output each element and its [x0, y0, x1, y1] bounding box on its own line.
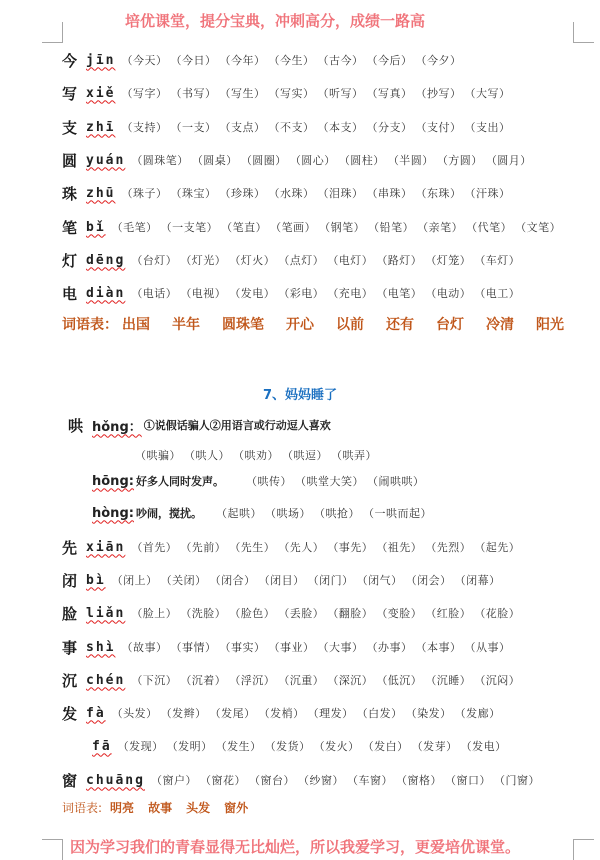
- entry-pinyin: chén: [86, 672, 126, 688]
- entry-character: 今: [62, 51, 78, 70]
- entry-character: 窗: [62, 771, 78, 790]
- word-item: （门窗）: [493, 774, 540, 787]
- entry-words: [112, 705, 504, 721]
- entry-words: [246, 473, 428, 489]
- word-item: （泪珠）: [317, 187, 364, 200]
- entry-pinyin: bì: [86, 572, 106, 588]
- word-item: （水珠）: [268, 187, 315, 200]
- vocab-word: 出国: [122, 317, 150, 333]
- word-item: （抄写）: [415, 87, 462, 100]
- entry-character: 事: [62, 638, 78, 657]
- word-item: （低沉）: [376, 674, 423, 687]
- entry-row: [62, 769, 543, 791]
- word-item: （闭合）: [209, 574, 256, 587]
- entry-pinyin: zhū: [86, 185, 116, 201]
- word-item: （沉着）: [180, 674, 227, 687]
- word-item: （台灯）: [131, 254, 178, 267]
- entry-row: [62, 49, 464, 71]
- entry-row: [62, 282, 523, 304]
- entry-words: [121, 119, 513, 135]
- word-item: （亲笔）: [417, 221, 464, 234]
- word-item: （毛笔）: [111, 221, 158, 234]
- word-item: （圆柱）: [338, 154, 385, 167]
- entry-row: [62, 636, 513, 658]
- entry-pinyin: fà: [86, 705, 106, 721]
- entry-pinyin: dēng: [86, 252, 126, 268]
- entry-words: [131, 285, 523, 301]
- word-item: （灯火）: [229, 254, 276, 267]
- word-item: （窗户）: [150, 774, 197, 787]
- entry-pinyin: shì: [86, 639, 116, 655]
- word-item: （洗脸）: [180, 607, 227, 620]
- word-item: （本事）: [415, 641, 462, 654]
- word-item: （发现）: [117, 740, 164, 753]
- entry-pinyin: diàn: [86, 285, 126, 301]
- word-item: （哄传）: [245, 475, 292, 488]
- word-item: （先前）: [180, 541, 227, 554]
- word-item: （支点）: [219, 121, 266, 134]
- word-item: （首先）: [131, 541, 178, 554]
- word-item: （理发）: [307, 707, 354, 720]
- word-item: （东珠）: [415, 187, 462, 200]
- word-item: （代笔）: [466, 221, 513, 234]
- entry-hong-sense-2: [92, 470, 427, 492]
- entry-character: 发: [62, 704, 78, 723]
- word-item: （浮沉）: [229, 674, 276, 687]
- word-item: （半圆）: [387, 154, 434, 167]
- crop-mark-top-right: [573, 22, 594, 43]
- word-item: （文笔）: [515, 221, 562, 234]
- entry-pinyin: hòng:: [92, 505, 134, 521]
- entry-words: [135, 447, 380, 463]
- word-item: （车窗）: [346, 774, 393, 787]
- entry-pinyin: yuán: [86, 152, 126, 168]
- word-item: （脸色）: [229, 607, 276, 620]
- word-item: （白发）: [356, 707, 403, 720]
- entry-character: 支: [62, 118, 78, 137]
- word-item: （钢笔）: [319, 221, 366, 234]
- word-item: （发尾）: [209, 707, 256, 720]
- word-item: （纱窗）: [297, 774, 344, 787]
- word-item: （一支）: [170, 121, 217, 134]
- entry-words: [121, 639, 513, 655]
- word-item: （沉重）: [278, 674, 325, 687]
- word-item: （发货）: [264, 740, 311, 753]
- word-item: （哄场）: [264, 507, 311, 520]
- vocab-word: 半年: [172, 317, 200, 333]
- word-item: （事业）: [268, 641, 315, 654]
- vocab-word: 头发: [186, 801, 211, 815]
- word-item: （灯笼）: [425, 254, 472, 267]
- word-item: （闭目）: [258, 574, 305, 587]
- word-item: （发明）: [166, 740, 213, 753]
- word-item: （办事）: [366, 641, 413, 654]
- word-item: （哄弄）: [331, 449, 377, 462]
- word-item: （灯光）: [180, 254, 227, 267]
- word-item: （圆珠笔）: [131, 154, 189, 167]
- word-item: （哄堂大笑）: [294, 475, 364, 488]
- word-item: （今生）: [268, 54, 315, 67]
- word-item: （串珠）: [366, 187, 413, 200]
- entry-character: 圆: [62, 151, 78, 170]
- entry-character: 沉: [62, 671, 78, 690]
- entry-words: [112, 219, 565, 235]
- entry-row: [62, 116, 513, 138]
- vocab-label: 词语表:: [62, 801, 103, 815]
- word-item: （事先）: [327, 541, 374, 554]
- word-item: （窗格）: [395, 774, 442, 787]
- word-item: （事实）: [219, 641, 266, 654]
- word-item: （染发）: [405, 707, 452, 720]
- entry-character: 先: [62, 538, 78, 557]
- word-item: （电工）: [474, 287, 521, 300]
- word-item: （下沉）: [131, 674, 178, 687]
- word-item: （红脸）: [425, 607, 472, 620]
- entry-row: [62, 602, 523, 624]
- word-item: （发白）: [362, 740, 409, 753]
- vocab-word: 窗外: [224, 801, 249, 815]
- word-item: （沉闷）: [474, 674, 521, 687]
- vocab-label: 词语表：: [62, 317, 118, 333]
- entry-words: [112, 572, 504, 588]
- word-item: （听写）: [317, 87, 364, 100]
- word-item: （发辫）: [160, 707, 207, 720]
- word-item: （电话）: [131, 287, 178, 300]
- word-item: （一哄而起）: [362, 507, 432, 520]
- entry-character: 闭: [62, 571, 78, 590]
- footer-slogan: 因为学习我们的青春显得无比灿烂，所以我爱学习，更爱培优课堂。: [69, 838, 520, 856]
- word-item: （先生）: [229, 541, 276, 554]
- word-item: （本支）: [317, 121, 364, 134]
- entry-definition: ①说假话骗人②用语言或行动逗人喜欢: [143, 419, 331, 432]
- word-item: （闹哄哄）: [366, 475, 425, 488]
- word-item: （发火）: [313, 740, 360, 753]
- entry-words: [131, 539, 523, 555]
- word-item: （写字）: [121, 87, 168, 100]
- word-item: （头发）: [111, 707, 158, 720]
- entry-pinyin: liǎn: [86, 605, 126, 621]
- vocab-list-2: [62, 799, 262, 816]
- vocab-word: 以前: [336, 317, 364, 333]
- lesson-title: 7、妈妈睡了: [262, 388, 338, 403]
- entry-pinyin: hǒng：: [92, 419, 142, 435]
- word-item: （今天）: [121, 54, 168, 67]
- entry-words: [131, 152, 535, 168]
- entry-definition: 吵闹，搅扰。: [135, 507, 202, 520]
- word-item: （圆桌）: [191, 154, 238, 167]
- entry-character: 笔: [62, 218, 78, 237]
- vocab-word: 台灯: [436, 317, 464, 333]
- word-item: （变脸）: [376, 607, 423, 620]
- word-item: （关闭）: [160, 574, 207, 587]
- vocab-word: 开心: [286, 317, 314, 333]
- word-item: （写生）: [219, 87, 266, 100]
- entry-pinyin: zhī: [86, 119, 116, 135]
- entry-words: [131, 672, 523, 688]
- word-item: （电视）: [180, 287, 227, 300]
- entry-pinyin: hōng:: [92, 473, 134, 489]
- entry-pinyin: bǐ: [86, 219, 106, 235]
- word-item: （珍珠）: [219, 187, 266, 200]
- word-item: （支付）: [415, 121, 462, 134]
- word-item: （圆圈）: [240, 154, 287, 167]
- vocab-word: 明亮: [110, 801, 135, 815]
- word-item: （笔直）: [221, 221, 268, 234]
- word-item: （充电）: [327, 287, 374, 300]
- word-item: （彩电）: [278, 287, 325, 300]
- word-item: （窗口）: [444, 774, 491, 787]
- entry-row: [62, 182, 513, 204]
- vocab-word: 冷清: [486, 317, 514, 333]
- entry-row: [62, 216, 564, 238]
- word-item: （祖先）: [376, 541, 423, 554]
- entry-pinyin: xiě: [86, 85, 116, 101]
- word-item: （发梢）: [258, 707, 305, 720]
- word-item: （发廊）: [454, 707, 501, 720]
- word-item: （支持）: [121, 121, 168, 134]
- word-item: （窗台）: [248, 774, 295, 787]
- word-item: （哄逗）: [282, 449, 328, 462]
- entry-hong-sense-1-words: [135, 444, 380, 466]
- word-item: （支出）: [464, 121, 511, 134]
- entry-row: [62, 149, 535, 171]
- word-item: （写真）: [366, 87, 413, 100]
- entry-character: 电: [62, 284, 78, 303]
- word-item: （大写）: [464, 87, 511, 100]
- entry-character: 珠: [62, 184, 78, 203]
- word-item: （书写）: [170, 87, 217, 100]
- entry-row: [62, 702, 504, 724]
- entry-words: [131, 252, 523, 268]
- word-item: （车灯）: [474, 254, 521, 267]
- word-item: （圆月）: [485, 154, 532, 167]
- entry-pinyin: jīn: [86, 52, 116, 68]
- word-item: （起先）: [474, 541, 521, 554]
- word-item: （先烈）: [425, 541, 472, 554]
- entry-hong-sense-1: [68, 414, 345, 436]
- word-item: （闭门）: [307, 574, 354, 587]
- word-item: （花脸）: [474, 607, 521, 620]
- entry-words: [216, 505, 435, 521]
- word-item: （汗珠）: [464, 187, 511, 200]
- word-item: （窗花）: [199, 774, 246, 787]
- entry-character: 哄: [68, 416, 84, 435]
- entry-character: 写: [62, 84, 78, 103]
- word-item: （今日）: [170, 54, 217, 67]
- word-item: （方圆）: [436, 154, 483, 167]
- word-item: （电动）: [425, 287, 472, 300]
- word-item: （不支）: [268, 121, 315, 134]
- word-item: （珠宝）: [170, 187, 217, 200]
- word-item: （电笔）: [376, 287, 423, 300]
- word-item: （哄抢）: [313, 507, 360, 520]
- word-item: （发生）: [215, 740, 262, 753]
- word-item: （哄劝）: [233, 449, 279, 462]
- word-item: （深沉）: [327, 674, 374, 687]
- word-item: （脸上）: [131, 607, 178, 620]
- word-item: （笔画）: [270, 221, 317, 234]
- entry-row: [62, 669, 523, 691]
- entry-row: [62, 82, 513, 104]
- word-item: （从事）: [464, 641, 511, 654]
- word-item: （发电）: [229, 287, 276, 300]
- entry-hong-sense-3: [92, 502, 435, 524]
- vocab-list-1: [62, 314, 586, 334]
- word-item: （先人）: [278, 541, 325, 554]
- entry-words: [121, 185, 513, 201]
- entry-words: [121, 52, 464, 68]
- word-item: （今夕）: [415, 54, 462, 67]
- word-item: （电灯）: [327, 254, 374, 267]
- entry-pinyin: fā: [92, 738, 112, 754]
- word-item: （闭幕）: [454, 574, 501, 587]
- word-item: （圆心）: [289, 154, 336, 167]
- word-item: （闭会）: [405, 574, 452, 587]
- word-item: （铅笔）: [368, 221, 415, 234]
- word-item: （事情）: [170, 641, 217, 654]
- entry-words: [121, 85, 513, 101]
- word-item: （翻脸）: [327, 607, 374, 620]
- entry-row: [68, 735, 510, 757]
- word-item: （沉睡）: [425, 674, 472, 687]
- word-item: （发电）: [460, 740, 507, 753]
- word-item: （写实）: [268, 87, 315, 100]
- word-item: （起哄）: [215, 507, 262, 520]
- word-item: （珠子）: [121, 187, 168, 200]
- entry-words: [151, 772, 543, 788]
- vocab-word: 还有: [386, 317, 414, 333]
- word-item: （一支笔）: [160, 221, 219, 234]
- word-item: （故事）: [121, 641, 168, 654]
- word-item: （点灯）: [278, 254, 325, 267]
- word-item: （今后）: [366, 54, 413, 67]
- word-item: （大事）: [317, 641, 364, 654]
- word-item: （闭上）: [111, 574, 158, 587]
- word-item: （古今）: [317, 54, 364, 67]
- entry-row: [62, 536, 523, 558]
- entry-row: [62, 249, 523, 271]
- header-slogan: 培优课堂，提分宝典，冲刺高分，成绩一路高: [124, 12, 425, 30]
- entry-character: 灯: [62, 251, 78, 270]
- word-item: （哄骗）: [135, 449, 181, 462]
- word-item: （今年）: [219, 54, 266, 67]
- vocab-word: 圆珠笔: [222, 317, 264, 333]
- word-item: （路灯）: [376, 254, 423, 267]
- word-item: （闭气）: [356, 574, 403, 587]
- entry-words: [131, 605, 523, 621]
- entry-row: [62, 569, 504, 591]
- word-item: （丢脸）: [278, 607, 325, 620]
- vocab-word: 故事: [148, 801, 173, 815]
- word-item: （发芽）: [411, 740, 458, 753]
- entry-definition: 好多人同时发声。: [135, 475, 224, 488]
- entry-pinyin: xiān: [86, 539, 126, 555]
- vocab-word: 阳光: [536, 317, 564, 333]
- word-item: （哄人）: [184, 449, 230, 462]
- word-item: （分支）: [366, 121, 413, 134]
- entry-words: [118, 738, 510, 754]
- entry-character: 脸: [62, 604, 78, 623]
- entry-pinyin: chuāng: [86, 772, 145, 788]
